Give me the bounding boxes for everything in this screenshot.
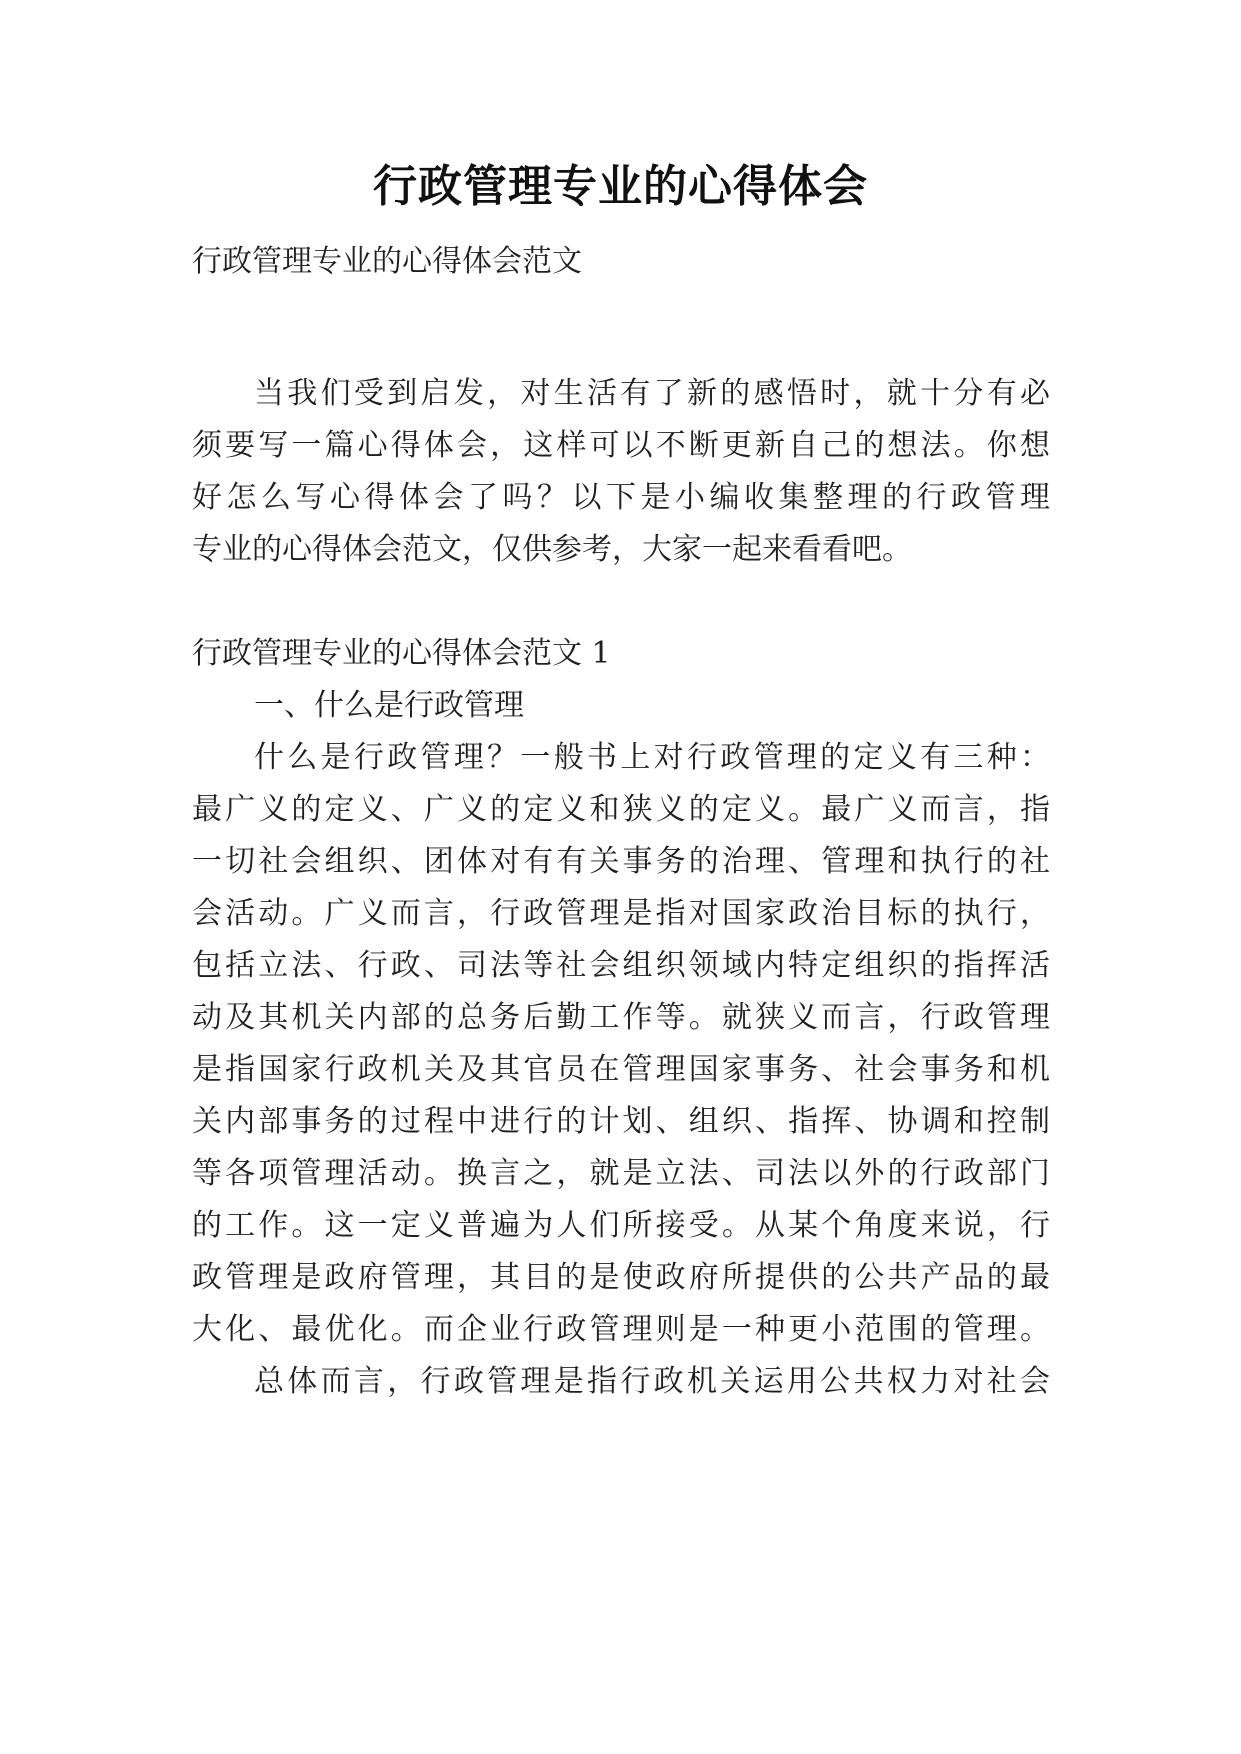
body-line: 总体而言，行政管理是指行政机关运用公共权力对社会 <box>254 1364 1050 1399</box>
body-line: 政管理是政府管理，其目的是使政府所提供的公共产品的最 <box>192 1260 1050 1295</box>
body-line: 什么是行政管理？一般书上对行政管理的定义有三种： <box>254 740 1050 775</box>
body-line: 动及其机关内部的总务后勤工作等。就狭义而言，行政管理 <box>192 1000 1050 1035</box>
subheading: 一、什么是行政管理 <box>254 688 524 723</box>
document-title: 行政管理专业的心得体会 <box>373 161 868 212</box>
intro-line: 好怎么写心得体会了吗？以下是小编收集整理的行政管理 <box>192 480 1050 515</box>
intro-line: 专业的心得体会范文，仅供参考，大家一起来看看吧。 <box>192 532 912 567</box>
body-line: 会活动。广义而言，行政管理是指对国家政治目标的执行， <box>192 896 1050 931</box>
body-line: 关内部事务的过程中进行的计划、组织、指挥、协调和控制 <box>192 1104 1050 1139</box>
body-line: 等各项管理活动。换言之，就是立法、司法以外的行政部门 <box>192 1156 1050 1191</box>
body-line: 最广义的定义、广义的定义和狭义的定义。最广义而言，指 <box>192 792 1050 827</box>
body-line: 的工作。这一定义普遍为人们所接受。从某个角度来说，行 <box>192 1208 1050 1243</box>
body-line: 一切社会组织、团体对有有关事务的治理、管理和执行的社 <box>192 844 1050 879</box>
body-line: 包括立法、行政、司法等社会组织领域内特定组织的指挥活 <box>192 948 1050 983</box>
section-heading: 行政管理专业的心得体会范文 1 <box>192 636 611 671</box>
intro-line: 当我们受到启发，对生活有了新的感悟时，就十分有必 <box>254 376 1050 411</box>
body-line: 大化、最优化。而企业行政管理则是一种更小范围的管理。 <box>192 1312 1050 1347</box>
intro-line: 须要写一篇心得体会，这样可以不断更新自己的想法。你想 <box>192 428 1050 463</box>
document-subtitle: 行政管理专业的心得体会范文 <box>192 244 582 279</box>
body-line: 是指国家行政机关及其官员在管理国家事务、社会事务和机 <box>192 1052 1050 1087</box>
